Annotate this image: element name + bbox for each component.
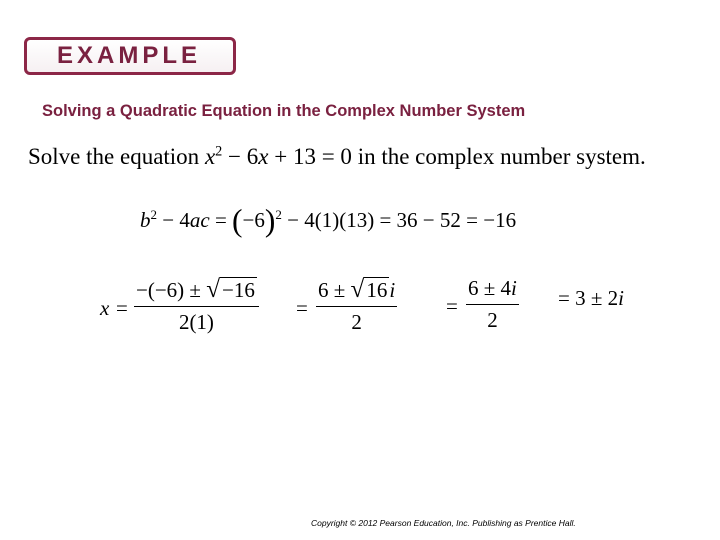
var-ac: ac [189, 208, 210, 232]
disc-minus4: − 4 [157, 208, 190, 232]
problem-statement [28, 144, 646, 170]
equals-sign: = [446, 294, 458, 318]
fraction-simplified-radical [316, 278, 397, 335]
disc-eq: = [209, 208, 233, 232]
fraction-denominator: 2 [487, 308, 498, 332]
exponent: 2 [275, 207, 282, 223]
fraction-denominator: 2 [351, 310, 362, 334]
section-subtitle: Solving a Quadratic Equation in the Complex Number System [42, 102, 526, 120]
problem-mid: − 6 [222, 144, 259, 169]
fraction-numerator [134, 278, 259, 303]
problem-prefix: Solve the equation [28, 144, 205, 169]
var-x: x [204, 144, 216, 169]
discriminant-line [140, 202, 517, 238]
final-result [558, 286, 624, 311]
problem-tail: + 13 = 0 [268, 144, 352, 169]
radical-sign: √ [206, 276, 221, 303]
right-paren: ) [264, 202, 276, 238]
problem-suffix: in the complex number system. [351, 144, 646, 169]
exponent: 2 [215, 143, 223, 160]
fraction-numerator [466, 276, 519, 301]
disc-neg6: −6 [242, 208, 265, 232]
radical-sign: √ [350, 276, 365, 303]
final-text: = 3 ± 2 [558, 286, 619, 310]
fraction-bar [134, 306, 259, 307]
radicand: −16 [222, 278, 255, 302]
equals-sign: = [296, 296, 308, 320]
radicand: 16 [366, 278, 388, 302]
imaginary-unit: i [618, 286, 624, 310]
fraction-bar [316, 306, 397, 307]
left-paren: ( [232, 202, 243, 238]
var-x: x = [100, 296, 129, 320]
imaginary-unit: i [389, 278, 396, 302]
var-x: x [258, 144, 269, 169]
fraction-numeric [466, 276, 519, 333]
disc-rest: − 4(1)(13) = 36 − 52 = −16 [281, 208, 517, 232]
example-badge [24, 37, 236, 75]
exponent: 2 [150, 207, 158, 223]
fraction-bar [466, 304, 519, 305]
numerator-text: −(−6) ± [136, 278, 207, 302]
fraction-denominator: 2(1) [178, 310, 214, 334]
solution-x-equals [100, 296, 129, 321]
fraction-quadratic-formula [134, 278, 259, 335]
fraction-numerator [316, 278, 397, 303]
numerator-text: 6 ± [318, 278, 351, 302]
imaginary-unit: i [511, 276, 517, 300]
copyright-notice: Copyright © 2012 Pearson Education, Inc. Publishing as Prentice Hall. [311, 518, 576, 528]
numerator-text: 6 ± 4 [468, 276, 512, 300]
example-badge-label: EXAMPLE [57, 42, 202, 69]
var-b: b [140, 208, 151, 232]
